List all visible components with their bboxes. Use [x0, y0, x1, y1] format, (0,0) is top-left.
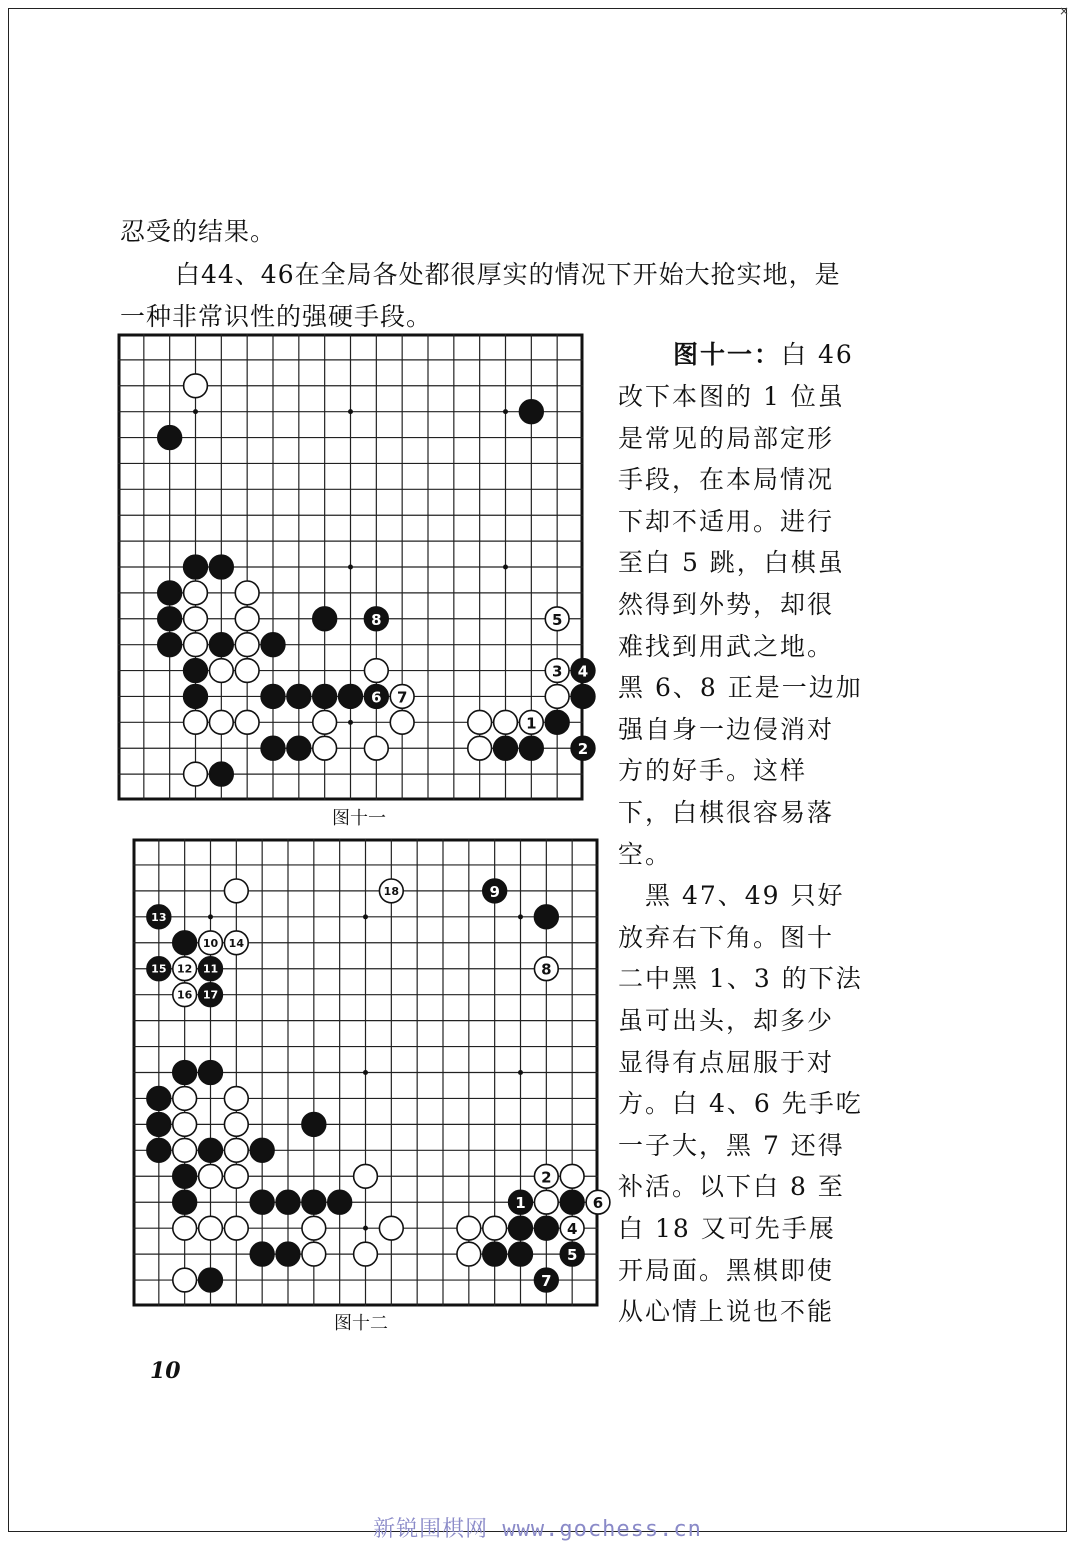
white-stone — [534, 1190, 558, 1214]
stone-number: 17 — [202, 988, 219, 1002]
watermark: 新锐围棋网 www.gochess.cn — [373, 1517, 702, 1542]
white-stone — [313, 736, 337, 760]
white-stone — [457, 1216, 481, 1240]
text-line-1: 忍受的结果。 — [120, 217, 277, 246]
black-stone — [158, 607, 182, 631]
stone-number: 13 — [151, 910, 167, 924]
stone-number: 7 — [541, 1272, 552, 1291]
commentary-line: 强自身一边侵消对 — [618, 714, 835, 744]
stone-number: 4 — [566, 1220, 578, 1239]
stone-number: 16 — [177, 988, 193, 1002]
black-stone — [250, 1190, 274, 1214]
commentary-line: 改下本图的 1 位虽 — [618, 382, 845, 411]
white-stone — [545, 607, 569, 631]
stone-number: 10 — [202, 936, 219, 950]
black-stone — [534, 1268, 558, 1292]
white-stone — [173, 1087, 197, 1111]
star-point — [348, 720, 353, 725]
commentary-line: 难找到用武之地。 — [618, 631, 835, 661]
stone-number: 12 — [177, 962, 193, 976]
commentary-line: 虽可出头，却多少 — [618, 1006, 835, 1035]
white-stone — [224, 1216, 248, 1240]
commentary-line: 下却不适用。进行 — [618, 506, 835, 536]
black-stone — [199, 1138, 223, 1162]
black-stone — [560, 1242, 584, 1266]
go-diagram-11 — [118, 334, 589, 800]
commentary-line: 然得到外势，却很 — [618, 590, 835, 619]
white-stone — [184, 633, 208, 657]
black-stone — [509, 1216, 533, 1240]
black-stone — [483, 1242, 507, 1266]
star-point — [348, 409, 353, 414]
white-stone — [173, 957, 197, 981]
white-stone — [199, 1164, 223, 1188]
white-stone — [224, 1164, 248, 1188]
stone-number: 11 — [202, 962, 219, 976]
corner-mark[interactable]: × — [1058, 4, 1069, 18]
white-stone — [302, 1216, 326, 1240]
black-stone — [199, 1061, 223, 1085]
black-stone — [545, 710, 569, 734]
black-stone — [302, 1113, 326, 1137]
black-stone — [509, 1190, 533, 1214]
commentary-line: 白 18 又可先手展 — [618, 1214, 836, 1243]
commentary-line: 放弃右下角。图十 — [618, 922, 835, 952]
white-stone — [235, 659, 259, 683]
black-stone — [209, 633, 233, 657]
black-stone — [173, 1190, 197, 1214]
stone-number: 6 — [371, 688, 382, 707]
black-stone — [328, 1190, 352, 1214]
white-stone — [313, 710, 337, 734]
black-stone — [147, 1138, 171, 1162]
black-stone — [147, 957, 171, 981]
white-stone — [235, 581, 259, 605]
stone-number: 8 — [541, 960, 552, 979]
black-stone — [519, 736, 543, 760]
white-stone — [235, 710, 259, 734]
white-stone — [364, 736, 388, 760]
star-point — [208, 914, 213, 919]
black-stone — [302, 1190, 326, 1214]
white-stone — [494, 710, 518, 734]
black-stone — [184, 685, 208, 709]
black-stone — [199, 957, 223, 981]
black-stone — [261, 736, 285, 760]
black-stone — [199, 1268, 223, 1292]
white-stone — [209, 659, 233, 683]
white-stone — [379, 879, 403, 903]
commentary-line: 至白 5 跳，白棋虽 — [618, 548, 845, 578]
black-stone — [158, 633, 182, 657]
go-diagram-12 — [133, 839, 604, 1306]
commentary-line: 方的好手。这样 — [618, 756, 808, 786]
commentary-line: 黑 47、49 只好 — [618, 881, 845, 911]
black-stone — [494, 736, 518, 760]
white-stone — [199, 1216, 223, 1240]
black-stone — [339, 685, 363, 709]
stone-number: 14 — [228, 936, 244, 950]
black-stone — [571, 736, 595, 760]
white-stone — [184, 607, 208, 631]
black-stone — [173, 931, 197, 955]
white-stone — [173, 983, 197, 1007]
white-stone — [457, 1242, 481, 1266]
black-stone — [158, 581, 182, 605]
white-stone — [184, 762, 208, 786]
black-stone — [509, 1242, 533, 1266]
white-stone — [302, 1242, 326, 1266]
black-stone — [261, 685, 285, 709]
diagram-12-caption: 图十二 — [334, 1313, 388, 1334]
white-stone — [173, 1113, 197, 1137]
black-stone — [483, 879, 507, 903]
black-stone — [209, 762, 233, 786]
white-stone — [545, 685, 569, 709]
black-stone — [313, 685, 337, 709]
stone-number: 1 — [526, 714, 537, 733]
white-stone — [184, 581, 208, 605]
commentary-line: 一子大，黑 7 还得 — [618, 1130, 845, 1160]
white-stone — [199, 931, 223, 955]
white-stone — [224, 1138, 248, 1162]
commentary-line: 空。 — [618, 839, 673, 869]
black-stone — [364, 685, 388, 709]
white-stone — [224, 931, 248, 955]
black-stone — [184, 659, 208, 683]
white-stone — [173, 1216, 197, 1240]
white-stone — [483, 1216, 507, 1240]
white-stone — [184, 710, 208, 734]
stone-number: 8 — [371, 610, 382, 629]
white-stone — [224, 879, 248, 903]
commentary-line: 从心情上说也不能 — [618, 1297, 835, 1327]
black-stone — [147, 1087, 171, 1111]
black-stone — [261, 633, 285, 657]
black-stone — [209, 555, 233, 579]
star-point — [363, 1070, 368, 1075]
black-stone — [519, 400, 543, 424]
white-stone — [379, 1216, 403, 1240]
white-stone — [235, 633, 259, 657]
page-number: 10 — [150, 1358, 181, 1384]
heading-rest: 白 46 — [781, 340, 854, 369]
white-stone — [364, 659, 388, 683]
stone-number: 15 — [151, 962, 167, 976]
black-stone — [287, 736, 311, 760]
white-stone — [354, 1242, 378, 1266]
stone-number: 6 — [592, 1194, 604, 1213]
commentary-line: 显得有点屈服于对 — [618, 1047, 835, 1077]
stone-number: 3 — [551, 662, 563, 681]
black-stone — [571, 685, 595, 709]
commentary-line: 开局面。黑棋即使 — [618, 1255, 835, 1285]
stone-number: 9 — [489, 882, 500, 901]
star-point — [503, 409, 508, 414]
stone-number: 7 — [396, 688, 408, 707]
black-stone — [250, 1242, 274, 1266]
black-stone — [287, 685, 311, 709]
star-point — [503, 565, 508, 570]
white-stone — [545, 659, 569, 683]
black-stone — [276, 1242, 300, 1266]
star-point — [193, 409, 198, 414]
white-stone — [534, 1164, 558, 1188]
black-stone — [313, 607, 337, 631]
black-stone — [147, 905, 171, 929]
white-stone — [534, 957, 558, 981]
stone-number: 1 — [515, 1194, 526, 1213]
white-stone — [209, 710, 233, 734]
stone-number: 18 — [383, 884, 399, 898]
text-line-3: 一种非常识性的强硬手段。 — [120, 302, 433, 331]
white-stone — [173, 1268, 197, 1292]
heading-label: 图十一： — [673, 340, 782, 369]
black-stone — [250, 1138, 274, 1162]
white-stone — [519, 710, 543, 734]
black-stone — [184, 555, 208, 579]
stone-number: 4 — [577, 662, 589, 681]
star-point — [363, 914, 368, 919]
white-stone — [560, 1216, 584, 1240]
stone-number: 2 — [577, 740, 589, 759]
star-point — [518, 914, 523, 919]
black-stone — [560, 1190, 584, 1214]
white-stone — [235, 607, 259, 631]
stone-number: 5 — [551, 610, 563, 629]
black-stone — [173, 1164, 197, 1188]
black-stone — [199, 983, 223, 1007]
diagram-11-caption: 图十一 — [332, 808, 386, 829]
stone-number: 5 — [566, 1246, 578, 1265]
commentary-line: 下，白棋很容易落 — [618, 798, 835, 827]
commentary-line: 是常见的局部定形 — [618, 423, 835, 453]
black-stone — [158, 426, 182, 450]
commentary-line: 手段，在本局情况 — [618, 465, 835, 495]
commentary-line: 方。白 4、6 先手吃 — [618, 1089, 863, 1119]
white-stone — [560, 1164, 584, 1188]
white-stone — [390, 685, 414, 709]
black-stone — [534, 1216, 558, 1240]
black-stone — [571, 659, 595, 683]
commentary-heading — [673, 335, 854, 371]
stone-number: 2 — [541, 1168, 552, 1187]
white-stone — [173, 1138, 197, 1162]
white-stone — [224, 1113, 248, 1137]
commentary-line: 二中黑 1、3 的下法 — [618, 964, 863, 994]
text-line-2: 白44、46在全局各处都很厚实的情况下开始大抢实地，是 — [175, 260, 841, 289]
white-stone — [468, 736, 492, 760]
black-stone — [147, 1113, 171, 1137]
white-stone — [390, 710, 414, 734]
white-stone — [224, 1087, 248, 1111]
black-stone — [534, 905, 558, 929]
white-stone — [354, 1164, 378, 1188]
white-stone — [468, 710, 492, 734]
black-stone — [173, 1061, 197, 1085]
star-point — [363, 1226, 368, 1231]
black-stone — [276, 1190, 300, 1214]
white-stone — [586, 1190, 610, 1214]
commentary-line: 补活。以下白 8 至 — [618, 1172, 845, 1202]
white-stone — [184, 374, 208, 398]
star-point — [518, 1070, 523, 1075]
star-point — [348, 565, 353, 570]
black-stone — [364, 607, 388, 631]
commentary-line: 黑 6、8 正是一边加 — [618, 673, 863, 703]
